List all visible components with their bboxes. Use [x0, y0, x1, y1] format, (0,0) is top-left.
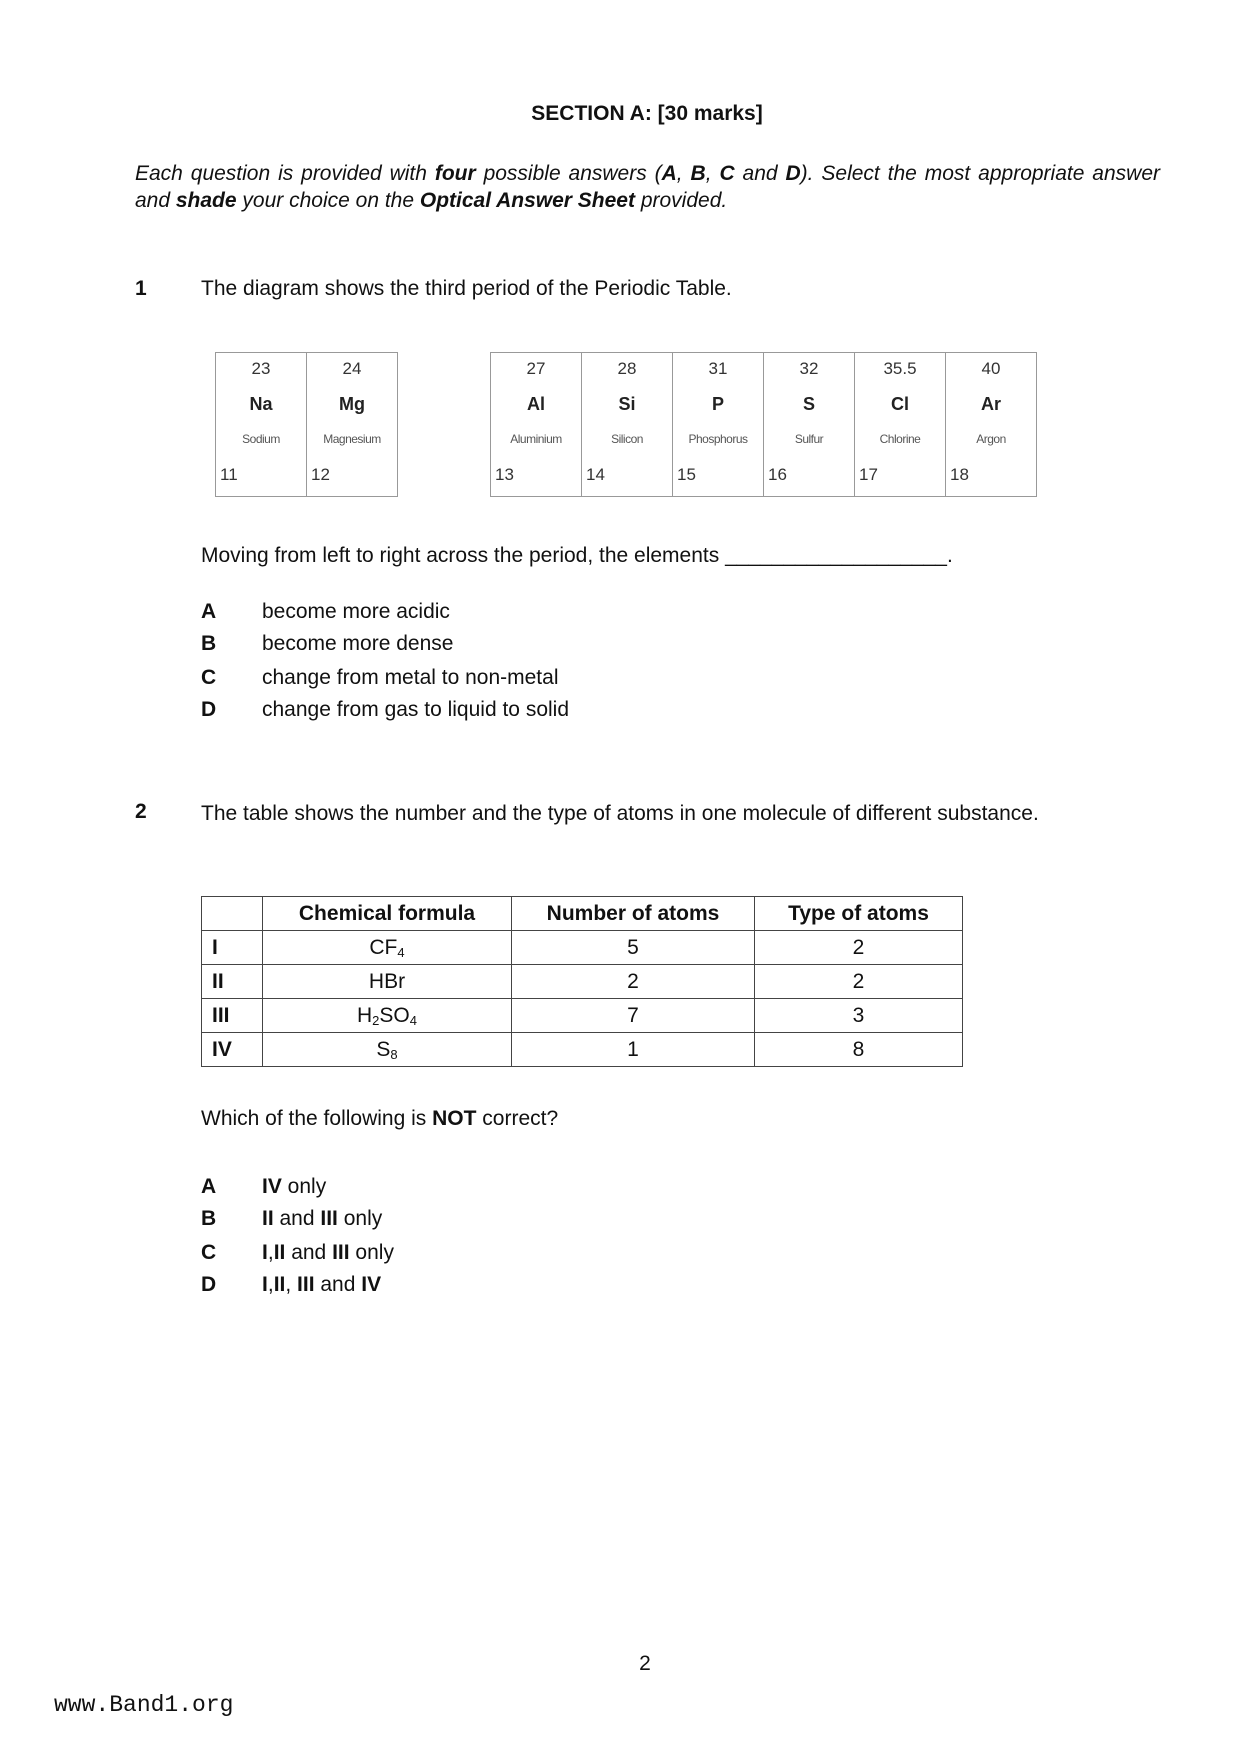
element-symbol: Al: [527, 394, 545, 414]
option-part: III: [297, 1273, 315, 1296]
element-z: 12: [311, 465, 330, 484]
row-label: I: [202, 931, 263, 965]
element-symbol: Ar: [980, 394, 1001, 414]
element-name: Sulfur: [794, 432, 824, 446]
element-name: Magnesium: [323, 432, 381, 446]
footer-url: www.Band1.org: [54, 1692, 234, 1718]
element-symbol: Mg: [339, 394, 365, 414]
option-a-text: [262, 1175, 326, 1199]
element-mass: 23: [251, 359, 271, 378]
option-c-letter: C: [201, 1241, 217, 1264]
element-symbol: Si: [618, 394, 636, 414]
row-label: II: [202, 965, 263, 999]
option-part: ,: [267, 1241, 274, 1264]
option-b-text: [262, 1207, 382, 1231]
option-d-letter: D: [201, 698, 217, 721]
element-mass: 40: [981, 359, 1001, 378]
option-part: I: [262, 1273, 268, 1296]
option-b-letter: B: [201, 632, 217, 655]
option-part: IV: [262, 1175, 282, 1198]
option-part: only: [281, 1175, 327, 1198]
header-formula: Chemical formula: [263, 897, 512, 931]
element-z: 18: [950, 465, 969, 484]
element-cell-p: [673, 353, 764, 496]
element-cell-ar: [946, 353, 1036, 496]
element-symbol: S: [802, 394, 815, 414]
option-part: III: [320, 1207, 338, 1230]
table-row: [202, 999, 963, 1033]
number-cell: 7: [512, 999, 755, 1033]
header-number: Number of atoms: [512, 897, 755, 931]
row-label: IV: [202, 1033, 263, 1067]
element-cell-si: [582, 353, 673, 496]
option-part: II: [262, 1207, 274, 1230]
option-a-text: become more acidic: [262, 600, 450, 623]
option-part: III: [332, 1241, 350, 1264]
element-cell-cl: [855, 353, 946, 496]
option-c-letter: C: [201, 666, 217, 689]
option-part: I: [262, 1241, 268, 1264]
row-label: III: [202, 999, 263, 1033]
element-z: 16: [768, 465, 787, 484]
element-name: Aluminium: [510, 432, 562, 446]
element-symbol: Cl: [891, 394, 909, 414]
number-cell: 2: [512, 965, 755, 999]
element-name: Silicon: [611, 432, 643, 446]
question-1-stem: Moving from left to right across the period, the elements ___________________.: [201, 544, 953, 567]
option-d-text: change from gas to liquid to solid: [262, 698, 570, 721]
option-part: only: [349, 1241, 394, 1264]
option-part: and: [285, 1241, 333, 1264]
formula-cell: HBr: [263, 965, 512, 999]
table-row: [202, 1033, 963, 1067]
option-part: ,: [285, 1273, 298, 1296]
element-mass: 24: [342, 359, 362, 378]
type-cell: 2: [755, 965, 963, 999]
element-cell-mg: [307, 353, 397, 496]
option-part: II: [273, 1241, 286, 1264]
option-a-letter: A: [201, 1175, 217, 1198]
type-cell: 2: [755, 931, 963, 965]
element-mass: 28: [617, 359, 637, 378]
element-name: Phosphorus: [688, 432, 748, 446]
element-mass: 27: [526, 359, 546, 378]
option-part: IV: [361, 1273, 382, 1296]
formula-cell: $H_2SO_4$: [263, 999, 512, 1033]
option-c-text: change from metal to non-metal: [262, 666, 559, 689]
element-z: 17: [859, 465, 878, 484]
element-symbol: Na: [249, 394, 273, 414]
formula-cell: $S_8$: [263, 1033, 512, 1067]
option-b-text: become more dense: [262, 632, 454, 655]
instructions: Each question is provided with four possible answers (A, B, C and D). Select the most appropriate answer and shade your choice on the Optical Answer Sheet provided.: [135, 162, 1160, 212]
element-symbol: P: [711, 394, 724, 414]
option-part: and: [273, 1207, 321, 1230]
element-z: 15: [677, 465, 696, 484]
section-title: SECTION A: [30 marks]: [531, 102, 763, 125]
element-cell-na: [216, 353, 307, 496]
option-c-text: [262, 1241, 394, 1265]
option-d-letter: D: [201, 1273, 217, 1296]
formula-cell: $CF_4$: [263, 931, 512, 965]
periodic-table-group-13-18: [490, 352, 1037, 497]
type-cell: 8: [755, 1033, 963, 1067]
atoms-table: [201, 896, 963, 1067]
option-part: ,: [267, 1273, 274, 1296]
element-mass: 35.5: [883, 359, 917, 378]
page-number: 2: [639, 1652, 651, 1675]
element-name: Argon: [976, 432, 1006, 446]
question-2-number: 2: [135, 800, 147, 823]
number-cell: 1: [512, 1033, 755, 1067]
table-row: [202, 931, 963, 965]
element-name: Chlorine: [879, 432, 921, 446]
element-z: 13: [495, 465, 514, 484]
option-a-letter: A: [201, 600, 217, 623]
option-b-letter: B: [201, 1207, 217, 1230]
question-2-stem: Which of the following is NOT correct?: [201, 1107, 559, 1130]
element-z: 11: [220, 465, 238, 484]
option-d-text: [262, 1273, 381, 1297]
header-blank: [202, 897, 263, 931]
periodic-table-group-1-2: [215, 352, 398, 497]
element-z: 14: [586, 465, 605, 484]
option-part: II: [273, 1273, 286, 1296]
element-cell-s: [764, 353, 855, 496]
question-1-text: The diagram shows the third period of the Periodic Table.: [201, 277, 732, 300]
element-mass: 32: [799, 359, 819, 378]
number-cell: 5: [512, 931, 755, 965]
question-1-number: 1: [135, 277, 147, 300]
option-part: and: [314, 1273, 362, 1296]
header-type: Type of atoms: [755, 897, 963, 931]
element-mass: 31: [708, 359, 728, 378]
question-2-text: The table shows the number and the type of atoms in one molecule of different substance.: [201, 802, 1039, 825]
type-cell: 3: [755, 999, 963, 1033]
table-row: [202, 965, 963, 999]
element-name: Sodium: [242, 432, 280, 446]
element-cell-al: [491, 353, 582, 496]
option-part: only: [337, 1207, 383, 1230]
